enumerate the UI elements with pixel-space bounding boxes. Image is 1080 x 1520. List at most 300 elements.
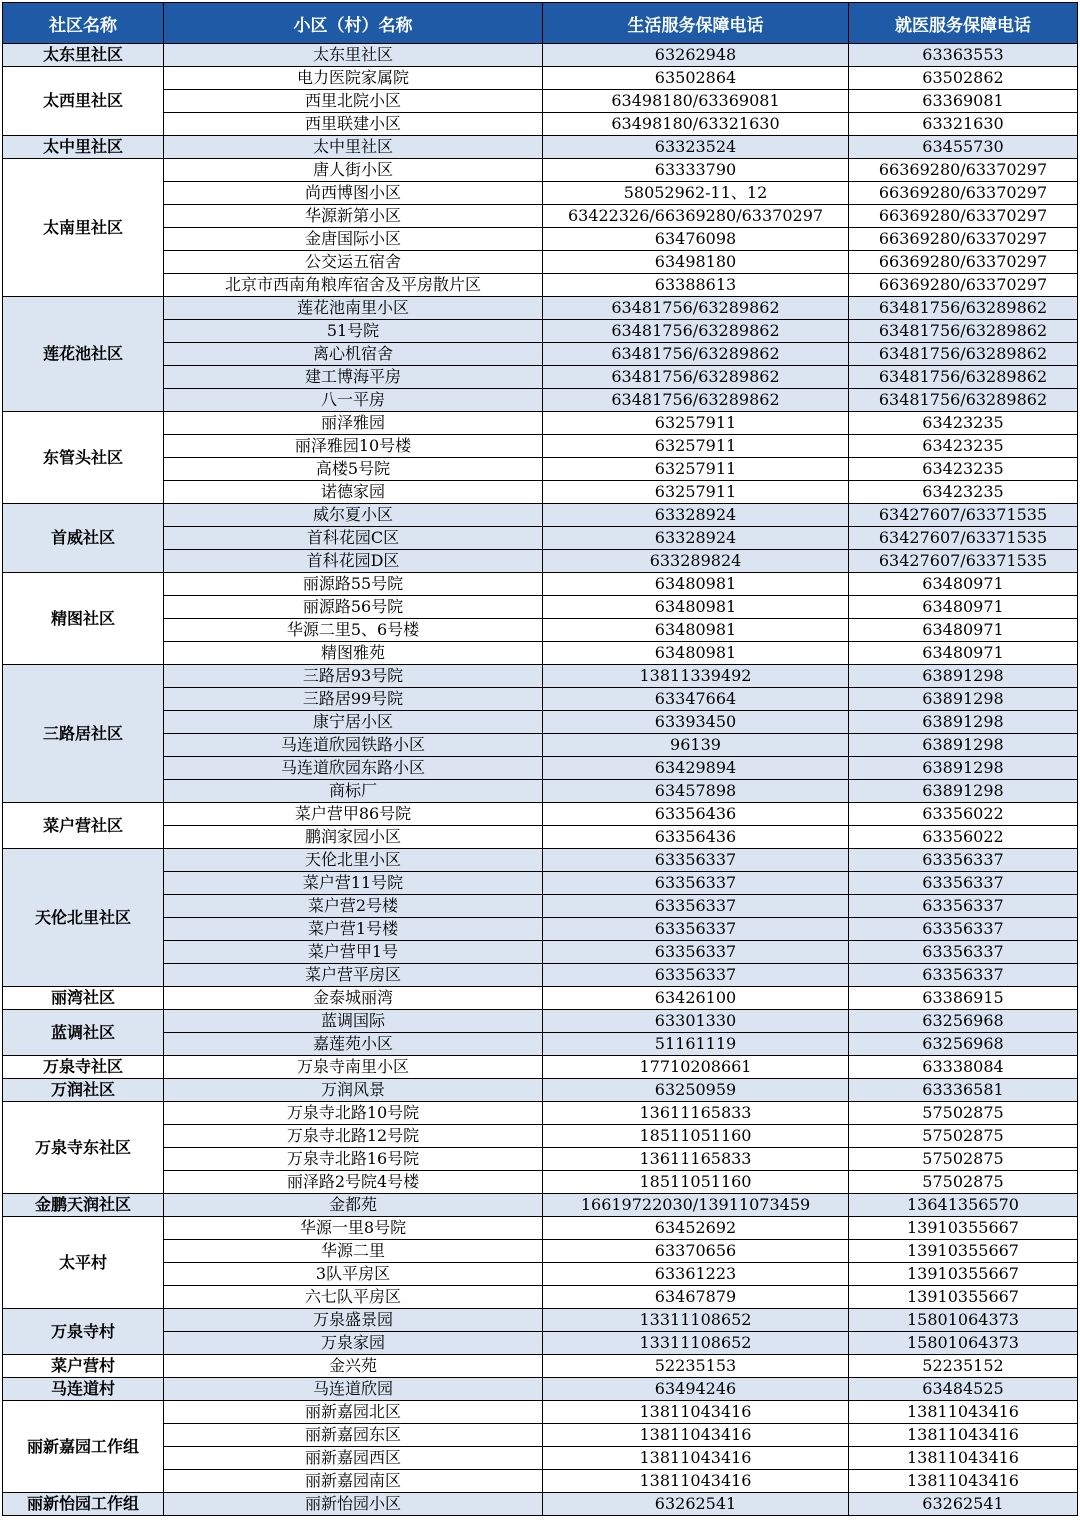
life-service-phone-cell: 63502864 (543, 67, 849, 90)
life-service-phone-cell: 63426100 (543, 987, 849, 1010)
life-service-phone-cell: 13311108652 (543, 1332, 849, 1355)
life-service-phone-cell: 63347664 (543, 688, 849, 711)
medical-service-phone-cell: 63481756/63289862 (849, 297, 1078, 320)
medical-service-phone-cell: 63356337 (849, 895, 1078, 918)
table-row (3, 941, 1078, 964)
col-header-community: 社区名称 (3, 3, 164, 44)
medical-service-phone-cell: 63480971 (849, 596, 1078, 619)
neighborhood-cell: 华源一里8号院 (164, 1217, 543, 1240)
medical-service-phone-cell: 66369280/63370297 (849, 251, 1078, 274)
community-name-cell: 精图社区 (3, 573, 164, 665)
life-service-phone-cell: 51161119 (543, 1033, 849, 1056)
life-service-phone-cell: 63480981 (543, 642, 849, 665)
neighborhood-cell: 华源二里 (164, 1240, 543, 1263)
neighborhood-cell: 威尔夏小区 (164, 504, 543, 527)
neighborhood-cell: 菜户营1号楼 (164, 918, 543, 941)
life-service-phone-cell: 13811339492 (543, 665, 849, 688)
life-service-phone-cell: 16619722030/13911073459 (543, 1194, 849, 1217)
life-service-phone-cell: 63257911 (543, 435, 849, 458)
life-service-phone-cell: 63356337 (543, 964, 849, 987)
neighborhood-cell: 3队平房区 (164, 1263, 543, 1286)
community-group (3, 1309, 1078, 1355)
life-service-phone-cell: 63356337 (543, 895, 849, 918)
medical-service-phone-cell: 52235152 (849, 1355, 1078, 1378)
table-row (3, 1309, 1078, 1332)
table-row (3, 780, 1078, 803)
medical-service-phone-cell: 57502875 (849, 1171, 1078, 1194)
community-group (3, 297, 1078, 412)
table-row (3, 734, 1078, 757)
life-service-phone-cell: 63481756/63289862 (543, 389, 849, 412)
life-service-phone-cell: 63257911 (543, 412, 849, 435)
life-service-phone-cell: 63498180/63321630 (543, 113, 849, 136)
life-service-phone-cell: 63356337 (543, 918, 849, 941)
table-row (3, 918, 1078, 941)
neighborhood-cell: 丽源路55号院 (164, 573, 543, 596)
table-row (3, 1148, 1078, 1171)
neighborhood-cell: 万泉寺南里小区 (164, 1056, 543, 1079)
neighborhood-cell: 西里联建小区 (164, 113, 543, 136)
table-row (3, 619, 1078, 642)
table-row (3, 44, 1078, 67)
community-group (3, 1102, 1078, 1194)
neighborhood-cell: 六七队平房区 (164, 1286, 543, 1309)
neighborhood-cell: 首科花园D区 (164, 550, 543, 573)
table-row (3, 849, 1078, 872)
neighborhood-cell: 金都苑 (164, 1194, 543, 1217)
community-group (3, 987, 1078, 1010)
table-row (3, 987, 1078, 1010)
table-row (3, 1493, 1078, 1516)
medical-service-phone-cell: 63338084 (849, 1056, 1078, 1079)
medical-service-phone-cell: 63356337 (849, 872, 1078, 895)
medical-service-phone-cell: 63481756/63289862 (849, 389, 1078, 412)
community-name-cell: 万泉寺东社区 (3, 1102, 164, 1194)
life-service-phone-cell: 13611165833 (543, 1102, 849, 1125)
table-row (3, 688, 1078, 711)
neighborhood-cell: 马连道欣园 (164, 1378, 543, 1401)
table-row (3, 435, 1078, 458)
community-group (3, 67, 1078, 136)
table-row (3, 136, 1078, 159)
medical-service-phone-cell: 63423235 (849, 458, 1078, 481)
life-service-phone-cell: 13811043416 (543, 1424, 849, 1447)
life-service-phone-cell: 63356436 (543, 803, 849, 826)
neighborhood-cell: 万泉家园 (164, 1332, 543, 1355)
medical-service-phone-cell: 63256968 (849, 1010, 1078, 1033)
neighborhood-cell: 鹏润家园小区 (164, 826, 543, 849)
table-row (3, 205, 1078, 228)
medical-service-phone-cell: 63423235 (849, 412, 1078, 435)
neighborhood-cell: 丽源路56号院 (164, 596, 543, 619)
neighborhood-cell: 金兴苑 (164, 1355, 543, 1378)
life-service-phone-cell: 633289824 (543, 550, 849, 573)
table-row (3, 757, 1078, 780)
medical-service-phone-cell: 13811043416 (849, 1470, 1078, 1493)
life-service-phone-cell: 63481756/63289862 (543, 343, 849, 366)
medical-service-phone-cell: 63423235 (849, 435, 1078, 458)
neighborhood-cell: 丽新嘉园西区 (164, 1447, 543, 1470)
life-service-phone-cell: 63262541 (543, 1493, 849, 1516)
medical-service-phone-cell: 63480971 (849, 573, 1078, 596)
life-service-phone-cell: 63250959 (543, 1079, 849, 1102)
community-name-cell: 太东里社区 (3, 44, 164, 67)
medical-service-phone-cell: 63321630 (849, 113, 1078, 136)
community-group (3, 1355, 1078, 1378)
table-row (3, 711, 1078, 734)
life-service-phone-cell: 63498180/63369081 (543, 90, 849, 113)
life-service-phone-cell: 63323524 (543, 136, 849, 159)
life-service-phone-cell: 63494246 (543, 1378, 849, 1401)
community-name-cell: 丽新嘉园工作组 (3, 1401, 164, 1493)
table-row (3, 895, 1078, 918)
life-service-phone-cell: 63498180 (543, 251, 849, 274)
community-name-cell: 太中里社区 (3, 136, 164, 159)
community-group (3, 1378, 1078, 1401)
community-group (3, 504, 1078, 573)
life-service-phone-cell: 52235153 (543, 1355, 849, 1378)
medical-service-phone-cell: 63369081 (849, 90, 1078, 113)
medical-service-phone-cell: 66369280/63370297 (849, 228, 1078, 251)
neighborhood-cell: 丽新嘉园北区 (164, 1401, 543, 1424)
medical-service-phone-cell: 63455730 (849, 136, 1078, 159)
community-name-cell: 金鹏天润社区 (3, 1194, 164, 1217)
table-row (3, 1424, 1078, 1447)
medical-service-phone-cell: 63891298 (849, 711, 1078, 734)
community-name-cell: 首威社区 (3, 504, 164, 573)
life-service-phone-cell: 63356337 (543, 872, 849, 895)
medical-service-phone-cell: 63256968 (849, 1033, 1078, 1056)
medical-service-phone-cell: 57502875 (849, 1125, 1078, 1148)
neighborhood-cell: 太东里社区 (164, 44, 543, 67)
community-name-cell: 菜户营社区 (3, 803, 164, 849)
neighborhood-cell: 马连道欣园铁路小区 (164, 734, 543, 757)
medical-service-phone-cell: 13910355667 (849, 1286, 1078, 1309)
medical-service-phone-cell: 13811043416 (849, 1424, 1078, 1447)
table-row (3, 1033, 1078, 1056)
community-name-cell: 太西里社区 (3, 67, 164, 136)
community-group (3, 849, 1078, 987)
community-name-cell: 万润社区 (3, 1079, 164, 1102)
medical-service-phone-cell: 15801064373 (849, 1332, 1078, 1355)
medical-service-phone-cell: 57502875 (849, 1102, 1078, 1125)
neighborhood-cell: 华源二里5、6号楼 (164, 619, 543, 642)
medical-service-phone-cell: 13910355667 (849, 1240, 1078, 1263)
medical-service-phone-cell: 66369280/63370297 (849, 182, 1078, 205)
life-service-phone-cell: 13811043416 (543, 1447, 849, 1470)
neighborhood-cell: 金泰城丽湾 (164, 987, 543, 1010)
col-header-neighborhood: 小区（村）名称 (164, 3, 543, 44)
table-row (3, 228, 1078, 251)
neighborhood-cell: 北京市西南角粮库宿舍及平房散片区 (164, 274, 543, 297)
medical-service-phone-cell: 63356337 (849, 849, 1078, 872)
medical-service-phone-cell: 13811043416 (849, 1447, 1078, 1470)
neighborhood-cell: 嘉莲苑小区 (164, 1033, 543, 1056)
medical-service-phone-cell: 63356337 (849, 941, 1078, 964)
medical-service-phone-cell: 63480971 (849, 619, 1078, 642)
table-row (3, 90, 1078, 113)
neighborhood-cell: 莲花池南里小区 (164, 297, 543, 320)
medical-service-phone-cell: 63481756/63289862 (849, 320, 1078, 343)
life-service-phone-cell: 13811043416 (543, 1470, 849, 1493)
medical-service-phone-cell: 63363553 (849, 44, 1078, 67)
medical-service-phone-cell: 63427607/63371535 (849, 504, 1078, 527)
table-row (3, 1171, 1078, 1194)
medical-service-phone-cell: 63423235 (849, 481, 1078, 504)
community-name-cell: 太平村 (3, 1217, 164, 1309)
table-row (3, 1240, 1078, 1263)
community-name-cell: 天伦北里社区 (3, 849, 164, 987)
community-group (3, 136, 1078, 159)
life-service-phone-cell: 63481756/63289862 (543, 320, 849, 343)
community-name-cell: 太南里社区 (3, 159, 164, 297)
community-name-cell: 丽新怡园工作组 (3, 1493, 164, 1516)
life-service-phone-cell: 63480981 (543, 573, 849, 596)
neighborhood-cell: 金唐国际小区 (164, 228, 543, 251)
life-service-phone-cell: 63356436 (543, 826, 849, 849)
community-name-cell: 蓝调社区 (3, 1010, 164, 1056)
neighborhood-cell: 菜户营2号楼 (164, 895, 543, 918)
header-row (3, 3, 1078, 44)
neighborhood-cell: 西里北院小区 (164, 90, 543, 113)
table-row (3, 412, 1078, 435)
medical-service-phone-cell: 63891298 (849, 780, 1078, 803)
table-row (3, 527, 1078, 550)
table-row (3, 596, 1078, 619)
table-row (3, 1010, 1078, 1033)
medical-service-phone-cell: 63502862 (849, 67, 1078, 90)
neighborhood-cell: 菜户营11号院 (164, 872, 543, 895)
community-group (3, 412, 1078, 504)
table-header (3, 3, 1078, 44)
neighborhood-cell: 蓝调国际 (164, 1010, 543, 1033)
table-row (3, 665, 1078, 688)
neighborhood-cell: 华源新第小区 (164, 205, 543, 228)
life-service-phone-cell: 63480981 (543, 619, 849, 642)
community-group (3, 1401, 1078, 1493)
table-row (3, 297, 1078, 320)
life-service-phone-cell: 18511051160 (543, 1171, 849, 1194)
life-service-phone-cell: 63301330 (543, 1010, 849, 1033)
neighborhood-cell: 丽新嘉园东区 (164, 1424, 543, 1447)
community-group (3, 1493, 1078, 1516)
table-row (3, 872, 1078, 895)
community-group (3, 803, 1078, 849)
table-row (3, 1079, 1078, 1102)
community-name-cell: 东管头社区 (3, 412, 164, 504)
table-row (3, 251, 1078, 274)
table-row (3, 274, 1078, 297)
life-service-phone-cell: 63262948 (543, 44, 849, 67)
neighborhood-cell: 唐人街小区 (164, 159, 543, 182)
neighborhood-cell: 万泉寺北路16号院 (164, 1148, 543, 1171)
life-service-phone-cell: 13611165833 (543, 1148, 849, 1171)
life-service-phone-cell: 63467879 (543, 1286, 849, 1309)
community-name-cell: 菜户营村 (3, 1355, 164, 1378)
community-group (3, 1079, 1078, 1102)
neighborhood-cell: 万润风景 (164, 1079, 543, 1102)
table-row (3, 1447, 1078, 1470)
life-service-phone-cell: 96139 (543, 734, 849, 757)
table-row (3, 1355, 1078, 1378)
neighborhood-cell: 离心机宿舍 (164, 343, 543, 366)
medical-service-phone-cell: 63262541 (849, 1493, 1078, 1516)
medical-service-phone-cell: 63891298 (849, 734, 1078, 757)
service-phone-table (2, 2, 1078, 1516)
neighborhood-cell: 诺德家园 (164, 481, 543, 504)
life-service-phone-cell: 63429894 (543, 757, 849, 780)
life-service-phone-cell: 63356337 (543, 849, 849, 872)
life-service-phone-cell: 63370656 (543, 1240, 849, 1263)
life-service-phone-cell: 63481756/63289862 (543, 297, 849, 320)
community-group (3, 44, 1078, 67)
community-group (3, 665, 1078, 803)
medical-service-phone-cell: 63356337 (849, 918, 1078, 941)
community-group (3, 1010, 1078, 1056)
table-row (3, 964, 1078, 987)
medical-service-phone-cell: 63481756/63289862 (849, 366, 1078, 389)
table-row (3, 1102, 1078, 1125)
medical-service-phone-cell: 63891298 (849, 688, 1078, 711)
col-header-medical-service-phone: 就医服务保障电话 (849, 3, 1078, 44)
neighborhood-cell: 三路居99号院 (164, 688, 543, 711)
community-group (3, 159, 1078, 297)
medical-service-phone-cell: 13811043416 (849, 1401, 1078, 1424)
table-row (3, 458, 1078, 481)
life-service-phone-cell: 63422326/66369280/63370297 (543, 205, 849, 228)
life-service-phone-cell: 63452692 (543, 1217, 849, 1240)
neighborhood-cell: 丽新怡园小区 (164, 1493, 543, 1516)
medical-service-phone-cell: 15801064373 (849, 1309, 1078, 1332)
table-row (3, 1470, 1078, 1493)
neighborhood-cell: 马连道欣园东路小区 (164, 757, 543, 780)
neighborhood-cell: 51号院 (164, 320, 543, 343)
life-service-phone-cell: 17710208661 (543, 1056, 849, 1079)
medical-service-phone-cell: 63356022 (849, 803, 1078, 826)
neighborhood-cell: 万泉寺北路12号院 (164, 1125, 543, 1148)
life-service-phone-cell: 63328924 (543, 504, 849, 527)
table-row (3, 550, 1078, 573)
life-service-phone-cell: 58052962-11、12 (543, 182, 849, 205)
table-row (3, 826, 1078, 849)
table-row (3, 389, 1078, 412)
table-row (3, 366, 1078, 389)
table-row (3, 481, 1078, 504)
medical-service-phone-cell: 63427607/63371535 (849, 550, 1078, 573)
community-name-cell: 丽湾社区 (3, 987, 164, 1010)
neighborhood-cell: 精图雅苑 (164, 642, 543, 665)
table-row (3, 320, 1078, 343)
life-service-phone-cell: 63257911 (543, 481, 849, 504)
table-row (3, 159, 1078, 182)
neighborhood-cell: 天伦北里小区 (164, 849, 543, 872)
col-header-life-service-phone: 生活服务保障电话 (543, 3, 849, 44)
neighborhood-cell: 丽泽雅园 (164, 412, 543, 435)
medical-service-phone-cell: 63427607/63371535 (849, 527, 1078, 550)
life-service-phone-cell: 13811043416 (543, 1401, 849, 1424)
table-row (3, 1056, 1078, 1079)
neighborhood-cell: 三路居93号院 (164, 665, 543, 688)
table-row (3, 182, 1078, 205)
life-service-phone-cell: 63476098 (543, 228, 849, 251)
life-service-phone-cell: 63361223 (543, 1263, 849, 1286)
table-row (3, 67, 1078, 90)
table-row (3, 1194, 1078, 1217)
life-service-phone-cell: 63356337 (543, 941, 849, 964)
neighborhood-cell: 菜户营平房区 (164, 964, 543, 987)
medical-service-phone-cell: 13910355667 (849, 1217, 1078, 1240)
table-row (3, 1263, 1078, 1286)
neighborhood-cell: 公交运五宿舍 (164, 251, 543, 274)
neighborhood-cell: 首科花园C区 (164, 527, 543, 550)
medical-service-phone-cell: 63386915 (849, 987, 1078, 1010)
table-row (3, 343, 1078, 366)
life-service-phone-cell: 63388613 (543, 274, 849, 297)
medical-service-phone-cell: 66369280/63370297 (849, 159, 1078, 182)
life-service-phone-cell: 13311108652 (543, 1309, 849, 1332)
neighborhood-cell: 商标厂 (164, 780, 543, 803)
life-service-phone-cell: 63333790 (543, 159, 849, 182)
medical-service-phone-cell: 63484525 (849, 1378, 1078, 1401)
community-group (3, 1056, 1078, 1079)
medical-service-phone-cell: 63356337 (849, 964, 1078, 987)
medical-service-phone-cell: 57502875 (849, 1148, 1078, 1171)
life-service-phone-cell: 63481756/63289862 (543, 366, 849, 389)
neighborhood-cell: 万泉盛景园 (164, 1309, 543, 1332)
neighborhood-cell: 万泉寺北路10号院 (164, 1102, 543, 1125)
table-row (3, 803, 1078, 826)
life-service-phone-cell: 18511051160 (543, 1125, 849, 1148)
life-service-phone-cell: 63480981 (543, 596, 849, 619)
community-name-cell: 万泉寺社区 (3, 1056, 164, 1079)
table-row (3, 1286, 1078, 1309)
table-row (3, 504, 1078, 527)
neighborhood-cell: 太中里社区 (164, 136, 543, 159)
medical-service-phone-cell: 13910355667 (849, 1263, 1078, 1286)
neighborhood-cell: 康宁居小区 (164, 711, 543, 734)
table-row (3, 573, 1078, 596)
table-row (3, 113, 1078, 136)
neighborhood-cell: 菜户营甲1号 (164, 941, 543, 964)
community-name-cell: 马连道村 (3, 1378, 164, 1401)
life-service-phone-cell: 63328924 (543, 527, 849, 550)
neighborhood-cell: 菜户营甲86号院 (164, 803, 543, 826)
neighborhood-cell: 高楼5号院 (164, 458, 543, 481)
neighborhood-cell: 丽泽雅园10号楼 (164, 435, 543, 458)
community-group (3, 1217, 1078, 1309)
neighborhood-cell: 电力医院家属院 (164, 67, 543, 90)
community-name-cell: 莲花池社区 (3, 297, 164, 412)
medical-service-phone-cell: 63356022 (849, 826, 1078, 849)
neighborhood-cell: 丽泽路2号院4号楼 (164, 1171, 543, 1194)
table-row (3, 642, 1078, 665)
medical-service-phone-cell: 66369280/63370297 (849, 205, 1078, 228)
community-name-cell: 三路居社区 (3, 665, 164, 803)
neighborhood-cell: 八一平房 (164, 389, 543, 412)
life-service-phone-cell: 63457898 (543, 780, 849, 803)
table-row (3, 1332, 1078, 1355)
life-service-phone-cell: 63257911 (543, 458, 849, 481)
neighborhood-cell: 丽新嘉园南区 (164, 1470, 543, 1493)
medical-service-phone-cell: 66369280/63370297 (849, 274, 1078, 297)
community-group (3, 573, 1078, 665)
medical-service-phone-cell: 13641356570 (849, 1194, 1078, 1217)
medical-service-phone-cell: 63481756/63289862 (849, 343, 1078, 366)
table-row (3, 1217, 1078, 1240)
life-service-phone-cell: 63393450 (543, 711, 849, 734)
community-name-cell: 万泉寺村 (3, 1309, 164, 1355)
community-group (3, 1194, 1078, 1217)
